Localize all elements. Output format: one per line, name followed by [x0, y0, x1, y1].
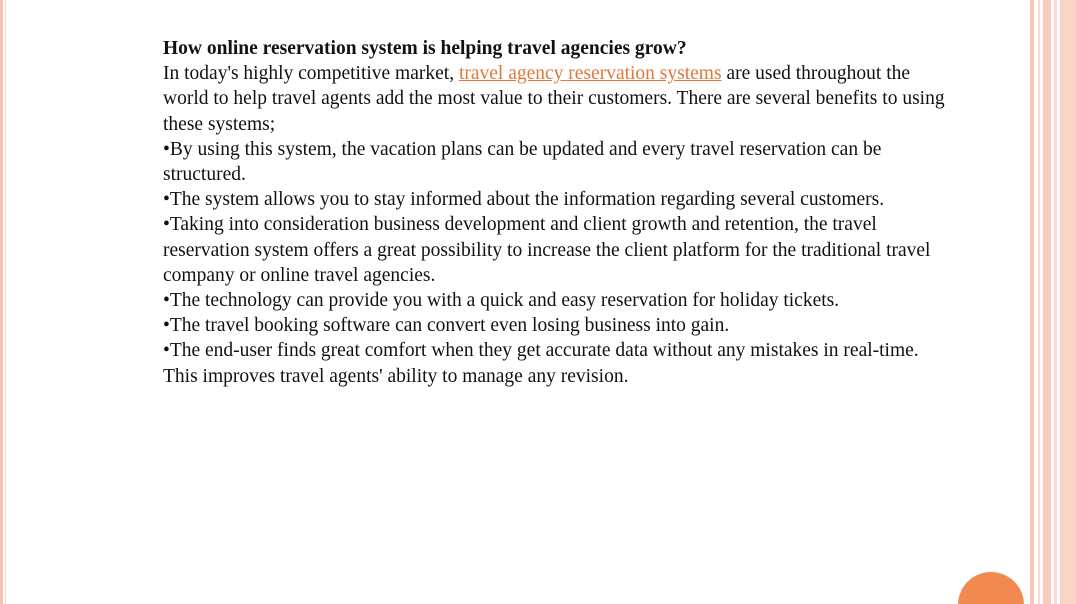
bullet-item: •By using this system, the vacation plans can be updated and every travel reservation can be structured.: [163, 138, 882, 186]
bullet-item: •The technology can provide you with a quick and easy reservation for holiday tickets.: [163, 290, 840, 312]
slide-heading: How online reservation system is helping travel agencies grow?: [163, 38, 687, 59]
orange-circle-decoration: [958, 572, 1024, 604]
slide-content: [163, 36, 953, 389]
left-border-line: [5, 0, 6, 604]
intro-paragraph: [163, 61, 953, 137]
left-border-decoration: [0, 0, 3, 604]
right-stripe-decoration: [1038, 0, 1040, 604]
bullet-item: •The end-user finds great comfort when they get accurate data without any mistakes in real-time. This improves travel agents' ability to manage any revision.: [163, 340, 919, 387]
intro-text-before: In today's highly competitive market,: [163, 63, 459, 85]
right-stripe-decoration: [1054, 0, 1057, 604]
right-stripe-decoration: [1043, 0, 1051, 604]
bullet-item: •The travel booking software can convert even losing business into gain.: [163, 315, 730, 337]
bullet-item: •Taking into consideration business development and client growth and retention, the travel reservation system offers a great possibility to increase the client platform for the traditional travel company or online travel agencies.: [163, 214, 931, 286]
intro-text-after: are used throughout the world to help travel agents add the most value to their customers. There are several benefits to using these systems;: [163, 63, 945, 135]
right-stripe-decoration: [1030, 0, 1034, 604]
bullet-item: •The system allows you to stay informed about the information regarding several customers.: [163, 189, 885, 211]
right-stripe-decoration: [1060, 0, 1076, 604]
reservation-systems-link[interactable]: travel agency reservation systems: [458, 63, 722, 85]
